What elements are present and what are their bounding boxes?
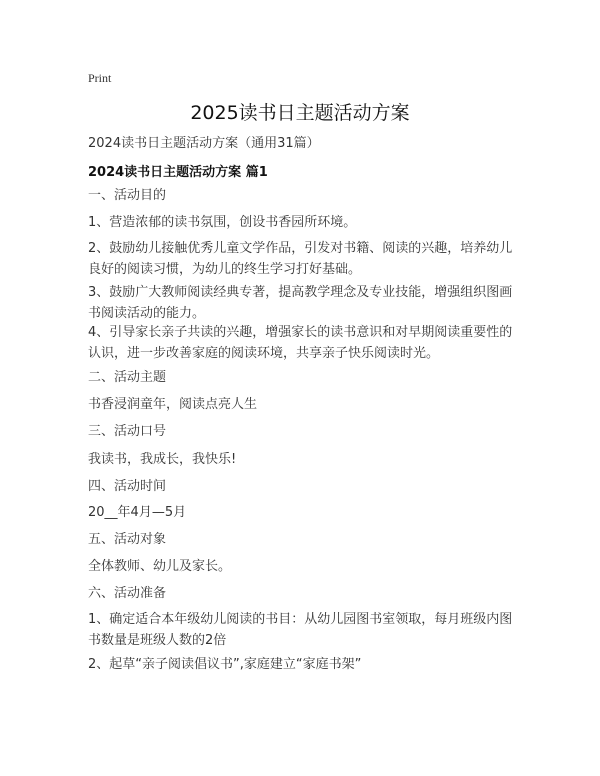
paragraph: 2、起草“亲子阅读倡议书”,家庭建立“家庭书架” <box>88 657 362 672</box>
paragraph: 一、活动目的 <box>88 188 167 203</box>
document-subtitle: 2024读书日主题活动方案（通用31篇） <box>88 136 320 151</box>
paragraph: 我读书，我成长，我快乐! <box>88 452 237 467</box>
paragraph: 四、活动时间 <box>88 479 167 494</box>
paragraph: 2、鼓励幼儿接触优秀儿童文学作品，引发对书籍、阅读的兴趣，培养幼儿良好的阅读习惯，为幼儿的终生学习打好基础。 <box>88 241 513 277</box>
paragraph: 20__年4月—5月 <box>88 505 187 520</box>
paragraph: 五、活动对象 <box>88 532 167 547</box>
paragraph: 三、活动口号 <box>88 424 167 439</box>
print-label[interactable]: Print <box>88 71 112 85</box>
paragraph: 4、引导家长亲子共读的兴趣，增强家长的读书意识和对早期阅读重要性的认识，进一步改善家庭的阅读环境，共享亲子快乐阅读时光。 <box>88 325 513 361</box>
page-title: 2025读书日主题活动方案 <box>190 102 410 124</box>
paragraph: 书香浸润童年，阅读点亮人生 <box>88 397 258 412</box>
paragraph: 1、营造浓郁的读书氛围，创设书香园所环境。 <box>88 215 357 230</box>
paragraph: 二、活动主题 <box>88 370 167 385</box>
paragraph: 3、鼓励广大教师阅读经典专著，提高教学理念及专业技能，增强组织图画书阅读活动的能力。 <box>88 285 513 321</box>
paragraph: 1、确定适合本年级幼儿阅读的书目：从幼儿园图书室领取，每月班级内图书数量是班级人数的2倍 <box>88 612 513 648</box>
paragraph: 全体教师、幼儿及家长。 <box>88 559 232 574</box>
paragraph: 六、活动准备 <box>88 586 167 601</box>
section-heading: 2024读书日主题活动方案 篇1 <box>88 165 268 180</box>
